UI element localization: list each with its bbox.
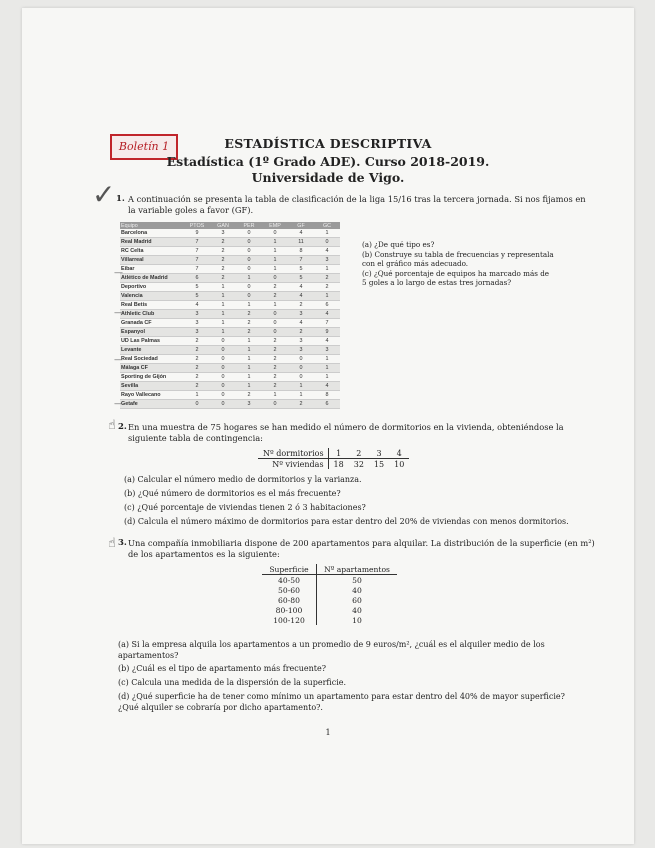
column-header: GC bbox=[314, 222, 340, 229]
question-2-item-c: (c) ¿Qué porcentaje de viviendas tienen 2 ó 3 habitaciones? bbox=[124, 503, 366, 512]
margin-mark: — bbox=[114, 399, 123, 409]
table-cell: 3 bbox=[184, 319, 210, 328]
table-cell: 2 bbox=[288, 328, 314, 337]
question-3-item-d: (d) ¿Qué superficie ha de tener como mínimo un apartamento para estar dentro del 40% de mayor superficie? ¿Qué alquiler se cobraría por dicho apartamento?. bbox=[118, 692, 565, 712]
table-cell: 4 bbox=[314, 382, 340, 391]
table-cell: 2 bbox=[184, 364, 210, 373]
table-cell: 7 bbox=[184, 265, 210, 274]
table-cell: 1 bbox=[314, 229, 340, 238]
table-row bbox=[120, 292, 340, 301]
question-2-item-b: (b) ¿Qué número de dormitorios es el más frecuente? bbox=[124, 489, 341, 498]
table-cell: 7 bbox=[314, 319, 340, 328]
team-name-cell: Atlético de Madrid bbox=[120, 274, 184, 283]
table-cell: 0 bbox=[236, 265, 262, 274]
table-cell: 1 bbox=[210, 328, 236, 337]
handwritten-hand-icon: ☝ bbox=[108, 536, 116, 551]
table-cell: 0 bbox=[262, 274, 288, 283]
table-cell: 1 bbox=[288, 382, 314, 391]
table-row bbox=[120, 373, 340, 382]
table-cell: 8 bbox=[288, 247, 314, 256]
table-cell: 0 bbox=[262, 310, 288, 319]
team-name-cell: Granada CF bbox=[120, 319, 184, 328]
table-cell: 50 bbox=[352, 575, 362, 585]
team-name-cell: Villarreal bbox=[120, 256, 184, 265]
table-cell: 0 bbox=[210, 346, 236, 355]
table-row bbox=[120, 274, 340, 283]
table-row bbox=[262, 605, 397, 615]
question-1-number: 1. bbox=[116, 194, 125, 204]
document-page bbox=[22, 8, 634, 844]
table-cell: 5 bbox=[288, 274, 314, 283]
table-cell: 0 bbox=[262, 229, 288, 238]
team-name-cell: Real Madrid bbox=[120, 238, 184, 247]
table-row bbox=[120, 346, 340, 355]
table-cell: 0 bbox=[236, 229, 262, 238]
table-cell: 2 bbox=[288, 301, 314, 310]
team-name-cell: Valencia bbox=[120, 292, 184, 301]
table-row bbox=[258, 448, 409, 459]
table-row bbox=[120, 238, 340, 247]
table-cell: 2 bbox=[262, 283, 288, 292]
table-cell: 3 bbox=[288, 346, 314, 355]
team-name-cell: Málaga CF bbox=[120, 364, 184, 373]
table-cell: 1 bbox=[184, 391, 210, 400]
table-cell: 0 bbox=[184, 400, 210, 409]
table-cell: 1 bbox=[314, 364, 340, 373]
table-cell: 0 bbox=[236, 283, 262, 292]
superficie-table bbox=[262, 564, 397, 625]
team-name-cell: Rayo Vallecano bbox=[120, 391, 184, 400]
table-cell: 1 bbox=[236, 373, 262, 382]
table-cell: 0 bbox=[210, 337, 236, 346]
team-name-cell: Deportivo bbox=[120, 283, 184, 292]
table-cell: 8 bbox=[314, 391, 340, 400]
margin-mark: — bbox=[114, 268, 123, 278]
question-3-item-c: (c) Calcula una medida de la dispersión de la superficie. bbox=[118, 678, 347, 687]
table-cell: 3 bbox=[314, 256, 340, 265]
column-header: PTOS bbox=[184, 222, 210, 229]
table-cell: 11 bbox=[288, 238, 314, 247]
table-cell: 32 bbox=[353, 459, 364, 469]
table-cell: 0 bbox=[262, 319, 288, 328]
table-cell: 6 bbox=[184, 274, 210, 283]
table-cell: 1 bbox=[210, 292, 236, 301]
team-name-cell: Eibar bbox=[120, 265, 184, 274]
table-cell: 1 bbox=[262, 247, 288, 256]
table-header-row bbox=[262, 564, 397, 575]
table-row bbox=[120, 328, 340, 337]
question-2-item-a: (a) Calcular el número medio de dormitorios y la varianza. bbox=[124, 475, 362, 484]
table-row bbox=[262, 595, 397, 605]
table-row bbox=[120, 364, 340, 373]
table-cell: 1 bbox=[288, 391, 314, 400]
table-cell: 2 bbox=[184, 337, 210, 346]
table-cell: 9 bbox=[184, 229, 210, 238]
league-table-body bbox=[120, 229, 340, 409]
table-cell: 40-50 bbox=[262, 575, 317, 586]
table-row bbox=[120, 391, 340, 400]
table-cell: 4 bbox=[288, 292, 314, 301]
table-cell: 1 bbox=[328, 448, 349, 459]
table-cell: 0 bbox=[210, 400, 236, 409]
table-row bbox=[120, 247, 340, 256]
table-cell: 3 bbox=[314, 346, 340, 355]
league-standings-table bbox=[120, 222, 340, 409]
table-row bbox=[120, 310, 340, 319]
table-cell: 60-80 bbox=[262, 595, 317, 605]
row-label: Nº dormitorios bbox=[258, 448, 328, 459]
table-cell: 2 bbox=[262, 346, 288, 355]
table-cell: 4 bbox=[288, 319, 314, 328]
table-row bbox=[120, 283, 340, 292]
table-row bbox=[262, 575, 397, 586]
table-cell: 10 bbox=[352, 615, 362, 625]
university-name: Universidade de Vigo. bbox=[251, 170, 405, 185]
column-header: GAN bbox=[210, 222, 236, 229]
question-1-text: A continuación se presenta la tabla de clasificación de la liga 15/16 tras la tercera jornada. Si nos fijamos en la variable goles a favor (GF). bbox=[128, 194, 586, 215]
document-subtitle: Estadística (1º Grado ADE). Curso 2018-2019. bbox=[166, 154, 490, 169]
question-2-number: 2. bbox=[118, 422, 127, 432]
table-cell: 0 bbox=[210, 364, 236, 373]
table-cell: 4 bbox=[314, 337, 340, 346]
table-cell: 0 bbox=[288, 373, 314, 382]
table-cell: 15 bbox=[373, 459, 385, 469]
team-name-cell: Sporting de Gijón bbox=[120, 373, 184, 382]
table-cell: 0 bbox=[262, 328, 288, 337]
column-header: Nº apartamentos bbox=[317, 564, 398, 575]
table-cell: 40 bbox=[352, 585, 362, 595]
table-cell: 0 bbox=[262, 400, 288, 409]
question-3-number: 3. bbox=[118, 538, 127, 548]
table-cell: 7 bbox=[184, 247, 210, 256]
table-cell: 5 bbox=[184, 283, 210, 292]
table-cell: 10 bbox=[394, 459, 405, 469]
table-cell: 4 bbox=[184, 301, 210, 310]
table-row bbox=[120, 400, 340, 409]
table-cell: 1 bbox=[314, 292, 340, 301]
team-name-cell: Levante bbox=[120, 346, 184, 355]
column-header: PER bbox=[236, 222, 262, 229]
table-cell: 1 bbox=[262, 391, 288, 400]
table-row bbox=[120, 301, 340, 310]
boletin-badge: Boletín 1 bbox=[110, 134, 178, 160]
table-cell: 0 bbox=[210, 373, 236, 382]
table-cell: 3 bbox=[210, 229, 236, 238]
team-name-cell: Sevilla bbox=[120, 382, 184, 391]
table-cell: 1 bbox=[210, 310, 236, 319]
question-3-item-a: (a) Si la empresa alquila los apartamentos a un promedio de 9 euros/m², ¿cuál es el alquiler medio de los apartamentos? bbox=[118, 640, 545, 660]
column-header: Superficie bbox=[262, 564, 317, 575]
table-row bbox=[262, 585, 397, 595]
table-cell: 4 bbox=[288, 229, 314, 238]
table-cell: 0 bbox=[210, 382, 236, 391]
table-cell: 7 bbox=[288, 256, 314, 265]
table-cell: 2 bbox=[288, 400, 314, 409]
team-name-cell: Getafe bbox=[120, 400, 184, 409]
table-cell: 1 bbox=[262, 301, 288, 310]
team-name-cell: Athletic Club bbox=[120, 310, 184, 319]
document-title: ESTADÍSTICA DESCRIPTIVA bbox=[224, 136, 432, 151]
table-cell: 2 bbox=[184, 373, 210, 382]
table-cell: 0 bbox=[210, 355, 236, 364]
table-cell: 1 bbox=[314, 355, 340, 364]
table-cell: 0 bbox=[236, 238, 262, 247]
table-cell: 2 bbox=[184, 382, 210, 391]
table-cell: 0 bbox=[236, 247, 262, 256]
table-cell: 2 bbox=[236, 391, 262, 400]
table-cell: 50-60 bbox=[262, 585, 317, 595]
column-header: Equipo bbox=[120, 222, 184, 229]
table-cell: 2 bbox=[210, 265, 236, 274]
table-cell: 1 bbox=[236, 274, 262, 283]
column-header: EMP bbox=[262, 222, 288, 229]
margin-mark: — bbox=[114, 355, 123, 365]
team-name-cell: Real Betis bbox=[120, 301, 184, 310]
team-name-cell: Espanyol bbox=[120, 328, 184, 337]
table-cell: 40 bbox=[352, 605, 362, 615]
table-cell: 1 bbox=[236, 337, 262, 346]
table-cell: 0 bbox=[210, 391, 236, 400]
table-cell: 2 bbox=[262, 382, 288, 391]
dormitorios-table bbox=[258, 448, 409, 469]
table-cell: 5 bbox=[184, 292, 210, 301]
table-cell: 1 bbox=[262, 256, 288, 265]
table-cell: 2 bbox=[236, 319, 262, 328]
table-cell: 6 bbox=[314, 301, 340, 310]
table-cell: 80-100 bbox=[262, 605, 317, 615]
table-cell: 0 bbox=[288, 364, 314, 373]
table-cell: 3 bbox=[184, 310, 210, 319]
question-2-text: En una muestra de 75 hogares se han medido el número de dormitorios en la vivienda, obteniéndose la siguiente tabla de contingencia: bbox=[128, 422, 564, 443]
table-cell: 2 bbox=[314, 283, 340, 292]
table-cell: 1 bbox=[210, 319, 236, 328]
table-cell: 2 bbox=[262, 337, 288, 346]
table-cell: 3 bbox=[288, 310, 314, 319]
table-cell: 2 bbox=[210, 274, 236, 283]
table-cell: 7 bbox=[184, 238, 210, 247]
table-cell: 1 bbox=[314, 373, 340, 382]
question-1-item-c: (c) ¿Qué porcentaje de equipos ha marcado más de 5 goles a lo largo de estas tres jornadas? bbox=[362, 268, 550, 288]
table-row bbox=[120, 256, 340, 265]
table-cell: 0 bbox=[236, 292, 262, 301]
table-cell: 9 bbox=[314, 328, 340, 337]
team-name-cell: RC Celta bbox=[120, 247, 184, 256]
table-cell: 1 bbox=[236, 382, 262, 391]
table-cell: 1 bbox=[236, 355, 262, 364]
table-cell: 5 bbox=[288, 265, 314, 274]
table-cell: 0 bbox=[236, 256, 262, 265]
table-header-row bbox=[120, 222, 340, 229]
table-cell: 0 bbox=[288, 355, 314, 364]
table-cell: 1 bbox=[236, 301, 262, 310]
table-row bbox=[258, 459, 409, 470]
handwritten-hand-icon: ☝ bbox=[108, 418, 116, 433]
table-cell: 2 bbox=[236, 310, 262, 319]
question-2-item-d: (d) Calcula el número máximo de dormitorios para estar dentro del 20% de viviendas con menos dormitorios. bbox=[124, 517, 569, 526]
table-cell: 18 bbox=[333, 459, 344, 469]
team-name-cell: UD Las Palmas bbox=[120, 337, 184, 346]
table-row bbox=[120, 337, 340, 346]
table-cell: 4 bbox=[288, 283, 314, 292]
question-1-item-a: (a) ¿De qué tipo es? bbox=[362, 240, 435, 249]
table-cell: 60 bbox=[352, 595, 362, 605]
column-header: GF bbox=[288, 222, 314, 229]
table-cell: 2 bbox=[236, 328, 262, 337]
question-1-item-b: (b) Construye su tabla de frecuencias y representala con el gráfico más adecuado. bbox=[362, 249, 554, 269]
table-cell: 1 bbox=[210, 301, 236, 310]
table-cell: 3 bbox=[369, 448, 389, 459]
table-cell: 4 bbox=[389, 448, 409, 459]
question-1-items bbox=[362, 240, 554, 288]
team-name-cell: Real Sociedad bbox=[120, 355, 184, 364]
handwritten-check-icon: ✓ bbox=[92, 178, 116, 211]
table-cell: 2 bbox=[262, 355, 288, 364]
table-cell: 1 bbox=[262, 265, 288, 274]
table-cell: 2 bbox=[184, 346, 210, 355]
table-row bbox=[262, 615, 397, 625]
table-cell: 2 bbox=[210, 238, 236, 247]
table-cell: 1 bbox=[236, 364, 262, 373]
table-cell: 1 bbox=[210, 283, 236, 292]
table-cell: 1 bbox=[314, 265, 340, 274]
table-cell: 2 bbox=[210, 256, 236, 265]
table-cell: 2 bbox=[184, 355, 210, 364]
table-row bbox=[120, 319, 340, 328]
table-cell: 3 bbox=[184, 328, 210, 337]
row-label: Nº viviendas bbox=[258, 459, 328, 470]
table-cell: 2 bbox=[262, 292, 288, 301]
question-3-text: Una compañía inmobiliaria dispone de 200 apartamentos para alquilar. La distribución de la superficie (en m²) de los apartamentos es la siguiente: bbox=[128, 538, 595, 559]
table-cell: 4 bbox=[314, 247, 340, 256]
table-cell: 4 bbox=[314, 310, 340, 319]
table-cell: 100-120 bbox=[262, 615, 317, 625]
superficie-table-body bbox=[262, 575, 397, 626]
table-row bbox=[120, 265, 340, 274]
table-cell: 3 bbox=[288, 337, 314, 346]
table-cell: 2 bbox=[210, 247, 236, 256]
table-cell: 3 bbox=[236, 400, 262, 409]
table-cell: 1 bbox=[236, 346, 262, 355]
page-number: 1 bbox=[325, 728, 331, 737]
table-cell: 2 bbox=[349, 448, 369, 459]
table-cell: 6 bbox=[314, 400, 340, 409]
team-name-cell: Barcelona bbox=[120, 229, 184, 238]
table-row bbox=[120, 382, 340, 391]
table-cell: 2 bbox=[262, 364, 288, 373]
table-cell: 2 bbox=[314, 274, 340, 283]
table-cell: 1 bbox=[262, 238, 288, 247]
table-row bbox=[120, 355, 340, 364]
table-cell: 0 bbox=[314, 238, 340, 247]
question-3-item-b: (b) ¿Cuál es el tipo de apartamento más frecuente? bbox=[118, 664, 327, 673]
margin-mark: — bbox=[114, 308, 123, 318]
table-row bbox=[120, 229, 340, 238]
table-cell: 7 bbox=[184, 256, 210, 265]
table-cell: 2 bbox=[262, 373, 288, 382]
